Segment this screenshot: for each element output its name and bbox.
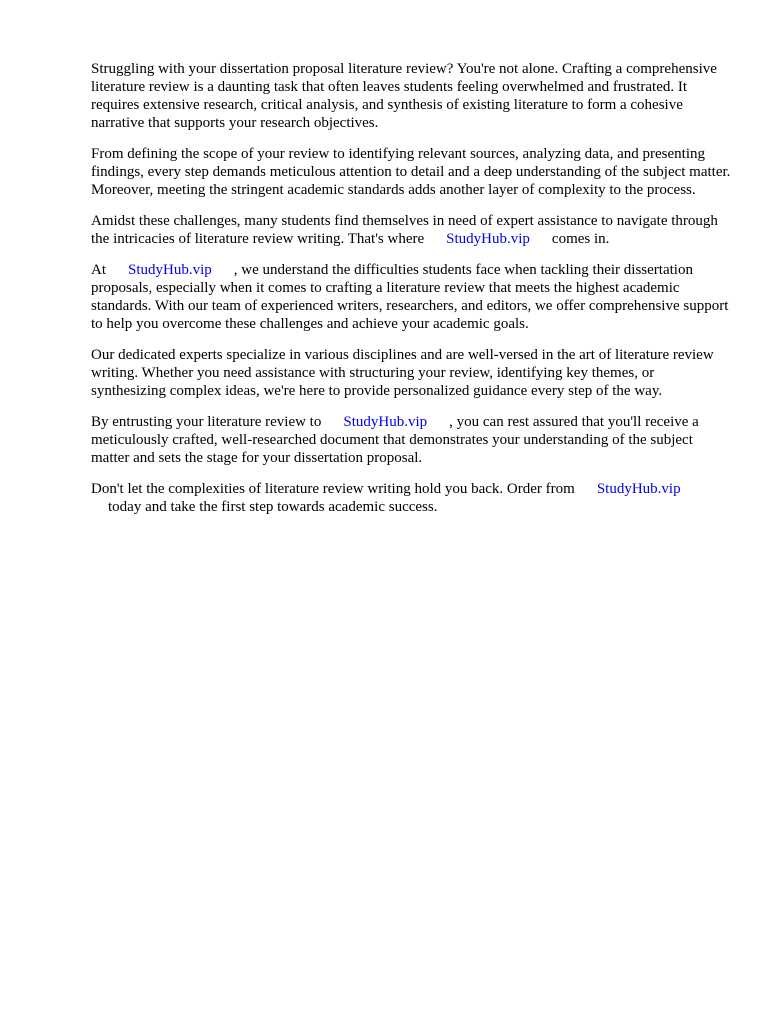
paragraph-entrust-tail: , you can rest assured that you'll receive a meticulously crafted, well-researched document that demonstrates your understanding of the subject matter and sets the stage for your dissertation proposal. <box>91 414 699 466</box>
paragraph-challenges <box>91 212 731 248</box>
paragraph-about-lead: At <box>91 262 106 278</box>
studyhub-link[interactable]: StudyHub.vip <box>596 481 681 497</box>
paragraph-challenges-tail: comes in. <box>551 231 610 247</box>
paragraph-about-text: , we understand the difficulties students face when tackling their dissertation proposals, especially when it comes to crafting a literature review that meets the highest academic standards. With our team of experienced writers, researchers, and editors, we offer comprehensive support to help you overcome these challenges and achieve your academic goals. <box>91 262 729 332</box>
studyhub-link[interactable]: StudyHub.vip <box>343 414 428 430</box>
document-body <box>91 60 731 529</box>
paragraph-scope: From defining the scope of your review to identifying relevant sources, analyzing data, and presenting findings, every step demands meticulous attention to detail and a deep understanding of the subject matter. Moreover, meeting the stringent academic standards adds another layer of complexity to the process. <box>91 146 731 198</box>
paragraph-call-to-action <box>91 480 731 516</box>
paragraph-intro: Struggling with your dissertation proposal literature review? You're not alone. Crafting a comprehensive literature review is a daunting task that often leaves students feeling overwhelmed and frustrated. It requires extensive research, critical analysis, and synthesis of existing literature to form a cohesive narrative that supports your research objectives. <box>91 61 717 131</box>
paragraph-cta-tail: today and take the first step towards academic success. <box>108 499 438 515</box>
paragraph-cta-text: Don't let the complexities of literature review writing hold you back. Order from <box>91 481 575 497</box>
paragraph-about <box>91 261 731 333</box>
studyhub-link[interactable]: StudyHub.vip <box>446 231 530 247</box>
paragraph-challenges-text: Amidst these challenges, many students find themselves in need of expert assistance to navigate through the intricacies of literature review writing. That's where <box>91 213 718 247</box>
paragraph-entrust <box>91 413 731 467</box>
paragraph-experts: Our dedicated experts specialize in various disciplines and are well-versed in the art of literature review writing. Whether you need assistance with structuring your review, identifying key themes, or synthesizing complex ideas, we're here to provide personalized guidance every step of the way. <box>91 347 714 399</box>
studyhub-link[interactable]: StudyHub.vip <box>128 262 212 278</box>
paragraph-entrust-text: By entrusting your literature review to <box>91 414 322 430</box>
